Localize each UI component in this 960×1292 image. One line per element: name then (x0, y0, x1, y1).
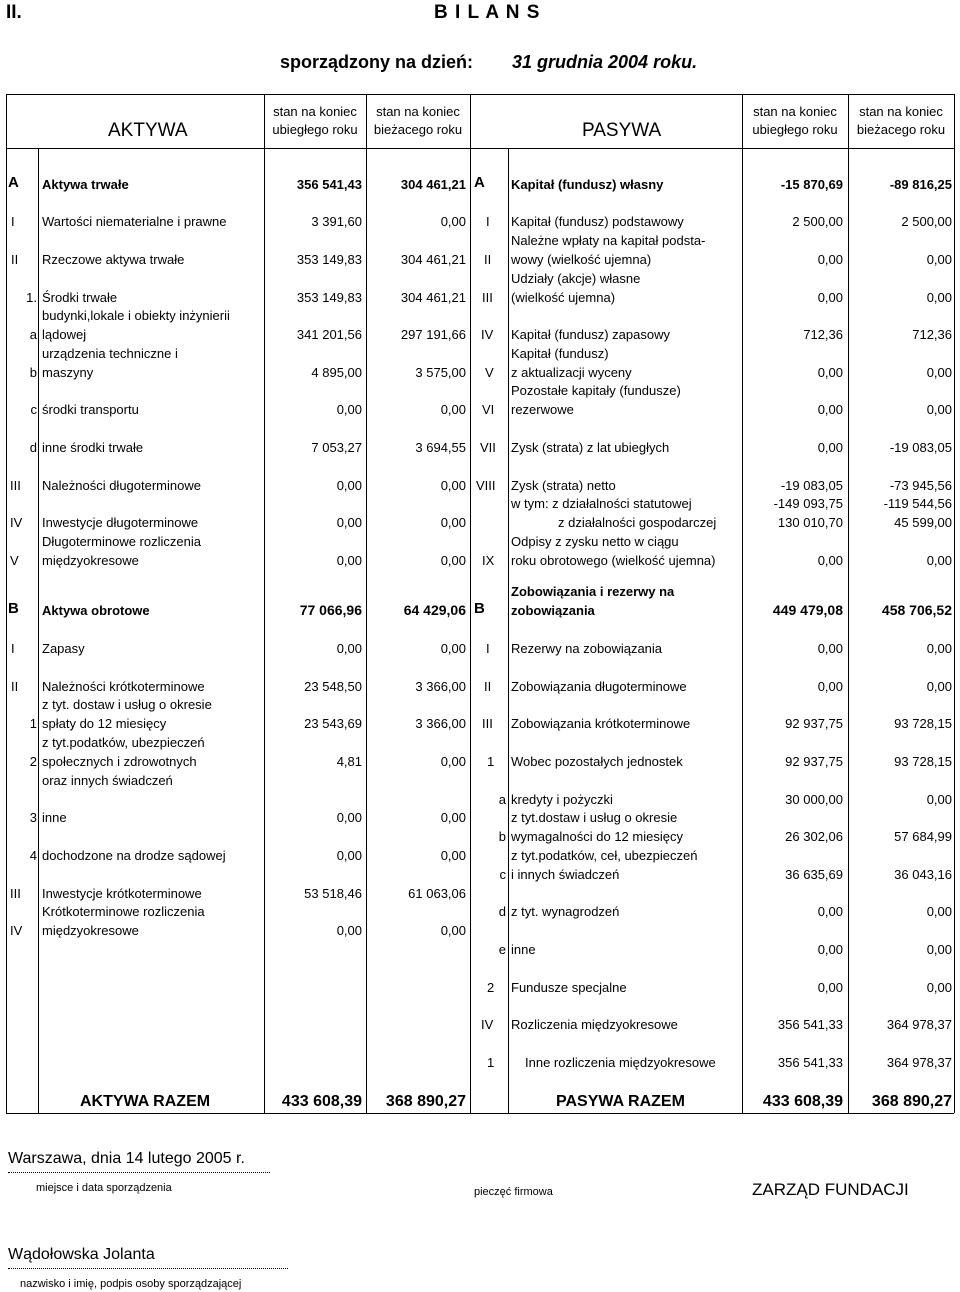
value-curr: 304 461,21 (400, 290, 466, 305)
col-divider (470, 94, 471, 1113)
row-label: Kapitał (fundusz) własny (511, 177, 664, 192)
value-prev: 30 000,00 (785, 792, 843, 807)
value-prev: -15 870,69 (780, 177, 843, 192)
row-label: rezerwowe (511, 402, 574, 417)
row-mark: 3 (29, 810, 37, 825)
row-label: i innych świadczeń (511, 867, 620, 882)
page-title: B I L A N S (434, 2, 541, 23)
row-label: Długoterminowe rozliczenia (42, 534, 201, 549)
value-prev: 0,00 (817, 402, 843, 417)
col-prev-header: ubiegłego roku (272, 122, 358, 137)
value-prev: 23 548,50 (304, 679, 362, 694)
value-prev: 0,00 (336, 641, 362, 656)
value-prev: -149 093,75 (773, 496, 843, 511)
row-mark: II (484, 252, 492, 267)
value-curr: 0,00 (440, 402, 466, 417)
row-label: środki transportu (42, 402, 139, 417)
value-curr: 0,00 (926, 252, 952, 267)
col-divider (38, 148, 39, 1114)
row-mark: IV (481, 327, 494, 342)
value-curr: -19 083,05 (889, 440, 952, 455)
col-prev-header: stan na koniec (273, 104, 357, 119)
pasywa-total-curr: 368 890,27 (871, 1093, 952, 1110)
value-curr: 0,00 (440, 214, 466, 229)
row-mark: 1 (29, 716, 37, 731)
value-prev: 0,00 (336, 810, 362, 825)
row-mark: IX (482, 553, 495, 568)
value-curr: 0,00 (440, 754, 466, 769)
row-mark: A (8, 174, 19, 191)
signer-caption: nazwisko i imię, podpis osoby sporządzającej (20, 1278, 242, 1290)
signer-line (8, 1268, 288, 1269)
pasywa-total-label: PASYWA RAZEM (556, 1093, 685, 1110)
prepared-date: 31 grudnia 2004 roku. (512, 52, 698, 72)
row-label: Udziały (akcje) własne (511, 271, 641, 286)
row-mark: II (484, 679, 492, 694)
row-mark: b (29, 365, 37, 380)
row-mark: IV (10, 923, 23, 938)
col-curr-header: stan na koniec (376, 104, 460, 119)
row-mark: III (482, 716, 493, 731)
row-mark: A (474, 174, 485, 191)
value-prev: 353 149,83 (296, 290, 362, 305)
row-label: Zysk (strata) netto (511, 478, 616, 493)
value-prev: 7 053,27 (311, 440, 362, 455)
row-mark: I (486, 641, 490, 656)
row-label: Kapitał (fundusz) zapasowy (511, 327, 670, 342)
value-prev: 356 541,33 (777, 1055, 843, 1070)
col-curr-header: bieżacego roku (373, 122, 463, 137)
row-label: społecznych i zdrowotnych (42, 754, 197, 769)
value-prev: 53 518,46 (304, 886, 362, 901)
signer-name: Wądołowska Jolanta (8, 1246, 155, 1263)
row-label: z aktualizacji wyceny (511, 365, 632, 380)
row-label: Wobec pozostałych jednostek (511, 754, 683, 769)
row-mark: III (482, 290, 493, 305)
row-label: zobowiązania (511, 603, 595, 618)
left-border (6, 94, 7, 1113)
row-mark: 2 (29, 754, 37, 769)
row-label: Zobowiązania długoterminowe (511, 679, 687, 694)
value-curr: 57 684,99 (894, 829, 952, 844)
pasywa-header: PASYWA (582, 120, 662, 141)
row-label: dochodzone na drodze sądowej (42, 848, 226, 863)
row-label: w tym: z działalności statutowej (511, 496, 692, 511)
value-prev: 353 149,83 (296, 252, 362, 267)
row-label: maszyny (42, 365, 94, 380)
row-label: (wielkość ujemna) (511, 290, 616, 305)
row-label: z tyt. dostaw i usług o okresie (42, 697, 212, 712)
value-prev: 77 066,96 (299, 602, 362, 618)
row-label: Kapitał (fundusz) podstawowy (511, 214, 684, 229)
row-label: Należne wpłaty na kapitał podsta- (511, 233, 706, 248)
value-curr: 3 575,00 (415, 365, 466, 380)
row-mark: d (498, 904, 506, 919)
row-label: Rezerwy na zobowiązania (511, 641, 663, 656)
row-label: inne środki trwałe (42, 440, 144, 455)
value-prev: 0,00 (817, 641, 843, 656)
row-mark: c (499, 867, 506, 882)
value-curr: -73 945,56 (889, 478, 952, 493)
row-mark: 1 (487, 754, 495, 769)
row-mark: I (486, 214, 490, 229)
value-prev: 0,00 (336, 923, 362, 938)
row-mark: b (498, 829, 506, 844)
row-mark: IV (10, 515, 23, 530)
row-label: lądowej (42, 327, 87, 342)
row-mark: d (29, 440, 37, 455)
value-prev: 0,00 (817, 904, 843, 919)
row-label: z tyt.podatków, ceł, ubezpieczeń (511, 848, 698, 863)
value-prev: 92 937,75 (785, 754, 843, 769)
row-mark: IV (481, 1017, 494, 1032)
row-label: z działalności gospodarczej (558, 515, 717, 530)
value-curr: 36 043,16 (894, 867, 952, 882)
value-curr: 364 978,37 (886, 1017, 952, 1032)
value-prev: 23 543,69 (304, 716, 362, 731)
value-curr: 3 366,00 (415, 679, 466, 694)
value-curr: 93 728,15 (894, 716, 952, 731)
col-prev-header: ubiegłego roku (752, 122, 838, 137)
value-curr: 0,00 (926, 792, 952, 807)
row-mark: II (11, 679, 19, 694)
row-label: Aktywa obrotowe (42, 603, 150, 618)
value-prev: 0,00 (817, 980, 843, 995)
row-label: oraz innych świadczeń (42, 773, 173, 788)
value-prev: 26 302,06 (785, 829, 843, 844)
value-curr: 304 461,21 (400, 177, 466, 192)
value-curr: 0,00 (926, 980, 952, 995)
aktywa-header: AKTYWA (108, 120, 188, 141)
col-prev-header: stan na koniec (753, 104, 837, 119)
row-label: Wartości niematerialne i prawne (42, 214, 227, 229)
value-curr: 304 461,21 (400, 252, 466, 267)
row-label: międzyokresowe (42, 923, 139, 938)
row-mark: 1 (487, 1055, 495, 1070)
row-label: Odpisy z zysku netto w ciągu (511, 534, 679, 549)
value-curr: 0,00 (440, 923, 466, 938)
row-label: Kapitał (fundusz) (511, 346, 609, 361)
value-curr: 45 599,00 (894, 515, 952, 530)
row-label: Inne rozliczenia międzyokresowe (525, 1055, 716, 1070)
value-prev: 449 479,08 (772, 602, 843, 618)
value-prev: 712,36 (803, 327, 843, 342)
row-mark: B (474, 600, 485, 617)
section-number: II. (6, 2, 22, 23)
value-prev: 130 010,70 (777, 515, 843, 530)
row-label: wymagalności do 12 miesięcy (511, 829, 683, 844)
row-label: Zapasy (42, 641, 85, 656)
value-prev: 0,00 (336, 515, 362, 530)
row-mark: I (11, 641, 15, 656)
row-label: Zysk (strata) z lat ubiegłych (511, 440, 670, 455)
row-mark: 4 (29, 848, 37, 863)
value-curr: 0,00 (926, 904, 952, 919)
place-date-caption: miejsce i data sporządzenia (36, 1182, 172, 1194)
value-curr: 297 191,66 (400, 327, 466, 342)
value-curr: 0,00 (440, 641, 466, 656)
row-label: roku obrotowego (wielkość ujemna) (511, 553, 716, 568)
row-label: inne (511, 942, 536, 957)
value-curr: 0,00 (926, 553, 952, 568)
value-prev: 0,00 (817, 290, 843, 305)
right-border (954, 94, 955, 1113)
row-label: Rzeczowe aktywa trwałe (42, 252, 185, 267)
row-mark: 2 (487, 980, 495, 995)
prepared-label: sporządzony na dzień: (280, 52, 474, 72)
value-prev: 4 895,00 (311, 365, 362, 380)
value-prev: 3 391,60 (311, 214, 362, 229)
row-label: Środki trwałe (42, 290, 118, 305)
value-curr: 0,00 (440, 848, 466, 863)
row-mark: III (10, 478, 21, 493)
value-curr: 0,00 (440, 478, 466, 493)
place-date-line (8, 1172, 270, 1173)
row-label: Zobowiązania krótkoterminowe (511, 716, 691, 731)
value-prev: 2 500,00 (792, 214, 843, 229)
row-mark: V (485, 365, 494, 380)
row-mark: e (498, 942, 506, 957)
header-divider (6, 148, 954, 149)
value-prev: 0,00 (817, 252, 843, 267)
row-mark: 1. (26, 290, 37, 305)
row-label: z tyt.dostaw i usług o okresie (511, 810, 678, 825)
value-prev: -19 083,05 (780, 478, 843, 493)
aktywa-total-label: AKTYWA RAZEM (80, 1093, 211, 1110)
value-curr: -89 816,25 (889, 177, 952, 192)
value-prev: 0,00 (817, 440, 843, 455)
row-label: z tyt. wynagrodzeń (511, 904, 620, 919)
value-prev: 4,81 (336, 754, 362, 769)
value-prev: 92 937,75 (785, 716, 843, 731)
row-label: Krótkoterminowe rozliczenia (42, 904, 205, 919)
row-label: inne (42, 810, 67, 825)
row-mark: c (30, 402, 37, 417)
row-mark: VIII (476, 478, 496, 493)
row-mark: a (498, 792, 506, 807)
table-bottom-border (6, 1113, 954, 1114)
table-top-border (6, 94, 954, 95)
value-curr: 458 706,52 (881, 602, 952, 618)
row-label: Rozliczenia międzyokresowe (511, 1017, 678, 1032)
row-mark: a (29, 327, 37, 342)
value-curr: 0,00 (440, 553, 466, 568)
row-label: Inwestycje krótkoterminowe (42, 886, 202, 901)
row-label: kredyty i pożyczki (511, 792, 613, 807)
value-curr: -119 544,56 (883, 496, 952, 511)
row-mark: VII (480, 440, 496, 455)
value-curr: 3 694,55 (415, 440, 466, 455)
row-label: Inwestycje długoterminowe (42, 515, 199, 530)
value-prev: 0,00 (817, 365, 843, 380)
value-curr: 3 366,00 (415, 716, 466, 731)
stamp-caption: pieczęć firmowa (474, 1186, 553, 1198)
value-curr: 0,00 (926, 402, 952, 417)
row-mark: I (11, 214, 15, 229)
row-label: z tyt.podatków, ubezpieczeń (42, 735, 205, 750)
value-curr: 2 500,00 (901, 214, 952, 229)
value-prev: 0,00 (817, 553, 843, 568)
value-curr: 61 063,06 (408, 886, 466, 901)
value-curr: 93 728,15 (894, 754, 952, 769)
value-curr: 0,00 (926, 679, 952, 694)
value-prev: 36 635,69 (785, 867, 843, 882)
value-curr: 0,00 (926, 290, 952, 305)
row-label: Zobowiązania i rezerwy na (511, 584, 675, 599)
value-curr: 364 978,37 (886, 1055, 952, 1070)
value-prev: 356 541,33 (777, 1017, 843, 1032)
value-prev: 0,00 (817, 679, 843, 694)
row-label: Należności krótkoterminowe (42, 679, 205, 694)
row-mark: II (11, 252, 19, 267)
value-curr: 64 429,06 (403, 602, 466, 618)
value-curr: 0,00 (926, 365, 952, 380)
value-prev: 0,00 (336, 553, 362, 568)
col-curr-header: bieżacego roku (856, 122, 946, 137)
value-prev: 0,00 (817, 942, 843, 957)
value-curr: 0,00 (926, 641, 952, 656)
value-curr: 712,36 (912, 327, 952, 342)
row-mark: V (10, 553, 19, 568)
row-mark: B (8, 600, 19, 617)
row-label: urządzenia techniczne i (42, 346, 178, 361)
row-label: Należności długoterminowe (42, 478, 201, 493)
col-divider (508, 148, 509, 1114)
row-label: Fundusze specjalne (511, 980, 627, 995)
value-prev: 341 201,56 (296, 327, 362, 342)
aktywa-total-prev: 433 608,39 (281, 1093, 362, 1110)
value-prev: 0,00 (336, 848, 362, 863)
row-label: budynki,lokale i obiekty inżynierii (42, 308, 230, 323)
pasywa-total-prev: 433 608,39 (762, 1093, 843, 1110)
value-prev: 0,00 (336, 478, 362, 493)
row-label: spłaty do 12 miesięcy (42, 716, 167, 731)
board-label: ZARZĄD FUNDACJI (752, 1180, 909, 1199)
value-curr: 0,00 (440, 810, 466, 825)
row-label: Pozostałe kapitały (fundusze) (511, 383, 681, 398)
value-prev: 0,00 (336, 402, 362, 417)
row-label: międzyokresowe (42, 553, 139, 568)
value-curr: 0,00 (440, 515, 466, 530)
place-date: Warszawa, dnia 14 lutego 2005 r. (8, 1150, 245, 1167)
aktywa-total-curr: 368 890,27 (385, 1093, 466, 1110)
row-mark: VI (482, 402, 495, 417)
value-curr: 0,00 (926, 942, 952, 957)
col-curr-header: stan na koniec (859, 104, 943, 119)
row-mark: III (10, 886, 21, 901)
value-prev: 356 541,43 (296, 177, 362, 192)
row-label: wowy (wielkość ujemna) (511, 252, 652, 267)
row-label: Aktywa trwałe (42, 177, 129, 192)
